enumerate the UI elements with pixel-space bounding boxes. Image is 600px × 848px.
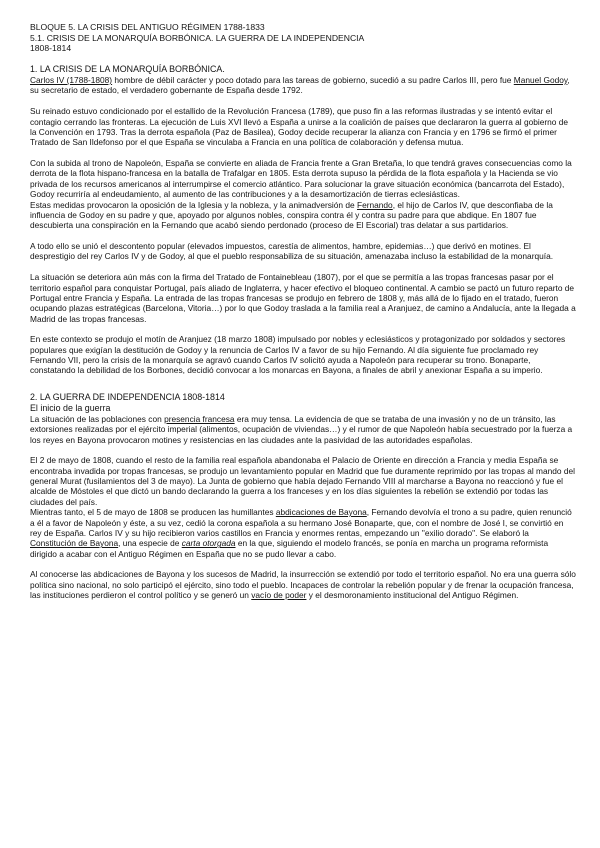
paragraph: A todo ello se unió el descontento popular (elevados impuestos, carestía de alimentos, hambre, epidemias…) que derivó en motines. El desprestigio del rey Carlos IV y de Godoy, al que el pueblo responsabiliza de su situación, amenazaba incluso la estabilidad de la monarquía. <box>30 241 554 262</box>
constitucion-link: Constitución de Bayona <box>30 538 119 549</box>
document-page <box>30 22 576 600</box>
presencia-francesa-link: presencia francesa <box>164 413 235 424</box>
fernando-link: Fernando <box>356 199 393 210</box>
section-1-title: 1. LA CRISIS DE LA MONARQUÍA BORBÓNICA. <box>30 64 225 75</box>
unit-dates: 1808-1814 <box>30 43 72 54</box>
godoy-link: Manuel Godoy <box>513 75 568 86</box>
paragraph: Al conocerse las abdicaciones de Bayona y los sucesos de Madrid, la insurrección se extendió por todo el territorio español. No era una guerra sólo política sino nacional, no solo participó el ejército, sino todo el pueblo. Incapaces de controlar la rebelión popular y de frenar la ocupación francesa, las instituciones perdieron el control político y se generó un vacío de poder y el desmoronamiento institucional del Antiguo Régimen. <box>30 569 576 601</box>
abdicaciones-link: abdicaciones de Bayona <box>275 507 367 518</box>
paragraph: En este contexto se produjo el motín de Aranjuez (18 marzo 1808) impulsado por nobles y eclesiásticos y protagonizado por soldados y sectores populares que exigían la destitución de Godoy y la renuncia de Carlos IV a favor de su hijo Fernando. Al día siguiente fue proclamado rey Fernando VII, pero la crisis de la monarquía se agravó cuando Carlos IV solicitó ayuda a Napoleón para recuperar su trono. Bonaparte, constatando la debilidad de los Borbones, decidió convocar a los monarcas en Bayona, a finales de abril y anexionar España a su imperio. <box>30 334 566 376</box>
section-2-title: 2. LA GUERRA DE INDEPENDENCIA 1808-1814 <box>30 392 225 403</box>
section-2-subtitle: El inicio de la guerra <box>30 403 111 414</box>
paragraph: Carlos IV (1788-1808) hombre de débil carácter y poco dotado para las tareas de gobierno, sucedió a su padre Carlos III, pero fue Manuel Godoy, su secretario de estado, el verdadero gobernante de España desde 1792. <box>30 75 570 96</box>
paragraph: El 2 de mayo de 1808, cuando el resto de la familia real española abandonaba el Palacio de Oriente en dirección a Francia y media España se encontraba invadida por tropas francesas, se produjo un levantamiento popular en Madrid que fue duramente reprimido por las tropas al mando del general Murat (fusilamientos del 3 de mayo). La Junta de gobierno que había dejado Fernando VIII al marcharse a Bayona no reaccionó y fue el alcalde de Móstoles el que dictó un bando declarando la guerra a los franceses y en los días siguientes la rebelión se extendió por todas las ciudades del país. <box>30 455 575 507</box>
unit-title: 5.1. CRISIS DE LA MONARQUÍA BORBÓNICA. LA GUERRA DE LA INDEPENDENCIA <box>30 32 365 43</box>
document-header <box>30 22 576 54</box>
paragraph: La situación se deteriora aún más con la firma del Tratado de Fontainebleau (1807), por el que se permitía a las tropas francesas pasar por el territorio español para conquistar Portugal, país aliado de Inglaterra, y hacer efectivo el bloqueo continental. A cambio se pactó un futuro reparto de Portugal entre Francia y España. La entrada de las tropas francesas se produjo en febrero de 1808 y, más allá de lo fijado en el tratado, fueron ocupando plazas estratégicas (Barcelona, Vitoria…) por lo que Godoy traslada a la familia real a Aranjuez, de camino a Andalucía, ante la llegada a Madrid de las tropas francesas. <box>30 272 576 324</box>
bloque-title: BLOQUE 5. LA CRISIS DEL ANTIGUO RÉGIMEN 1788-1833 <box>30 22 265 32</box>
carlos-iv-link: Carlos IV (1788-1808) <box>30 75 113 86</box>
paragraph: Estas medidas provocaron la oposición de la Iglesia y la nobleza, y la animadversión de Fernando, el hijo de Carlos IV, que desconfiaba de la influencia de Godoy en su padre y que, apoyado por algunos nobles, conspira contra él y contra su padre para que abdique. En 1807 fue descubierta una conspiración en la Fernando que acabó siendo perdonado (proceso de El Escorial) tras delatar a sus partidarios. <box>30 199 553 231</box>
paragraph: Mientras tanto, el 5 de mayo de 1808 se producen las humillantes abdicaciones de Bayona, Fernando devolvía el trono a su padre, quien renunció a él a favor de Napoleón y éste, a su vez, cedió la corona española a su hermano José Bonaparte, que, con el nombre de José I, se convirtió en rey de España. Carlos IV y su hijo recibieron varios castillos en Francia y enormes rentas, empezando un "exilio dorado". Se elaboró la Constitución de Bayona, una especie de carta otorgada en la que, siguiendo el modelo francés, se ponía en marcha un programa reformista dirigido a acabar con el Antiguo Régimen en España que no se pudo llevar a cabo. <box>30 507 572 559</box>
paragraph: La situación de las poblaciones con presencia francesa era muy tensa. La evidencia de que se trataba de una invasión y no de un tránsito, las extorsiones realizadas por el ejército imperial (alimentos, ocupación de viviendas…) y el rumor de que Napoleón había secuestrado por la fuerza a los reyes en Bayona provocaron motines y resistencias en las ciudades ante la pasividad de las autoridades españolas. <box>30 413 573 445</box>
paragraph: Con la subida al trono de Napoleón, España se convierte en aliada de Francia frente a Gran Bretaña, lo que tendrá graves consecuencias como la derrota de la flota hispano-francesa en la batalla de Trafalgar en 1805. Esta derrota supuso la pérdida de la flota española y la Hacienda se vio privada de los recursos americanos al interrumpirse el comercio atlántico. Para solucionar la grave situación económica (bancarrota del Estado), Godoy recurriría al endeudamiento, al aumento de las contribuciones y a la desamortización de tierras eclesiásticas. <box>30 158 572 200</box>
paragraph: Su reinado estuvo condicionado por el estallido de la Revolución Francesa (1789), que puso fin a las reformas ilustradas y se intentó evitar el contagio cerrando las fronteras. La ejecución de Luis XVI llevó a España a unirse a la coalición de países que declararon la guerra al gobierno de la Convención en 1793. Tras la derrota española (Paz de Basilea), Godoy decide recuperar la alianza con Francia y en 1796 se firmó el primer Tratado de San Ildefonso por el que España se vinculaba a Francia en una política de colaboración y defensa mutua. <box>30 106 569 148</box>
vacio-de-poder-link: vacío de poder <box>251 590 307 601</box>
carta-otorgada-link: carta otorgada <box>181 538 236 549</box>
